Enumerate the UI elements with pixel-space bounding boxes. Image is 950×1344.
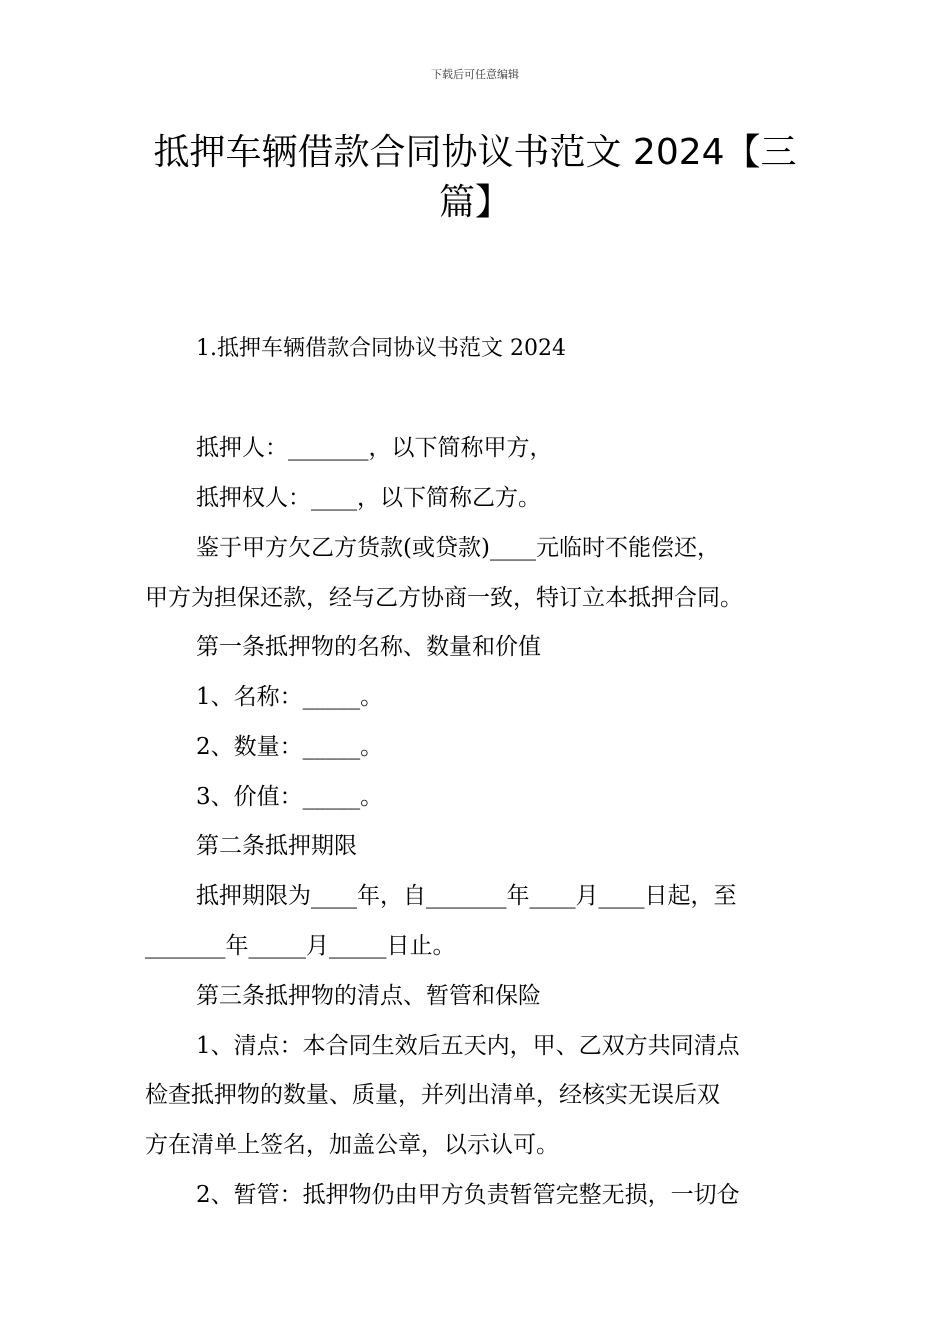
title-line-2: 篇】 (438, 182, 511, 223)
body-line-10: 抵押期限为____年，自_______年____月____日起，至 (196, 883, 737, 909)
body-line-7: 2、数量：_____。 (196, 734, 384, 760)
document-title (120, 128, 830, 228)
body-line-14: 检查抵押物的数量、质量，并列出清单，经核实无误后双 (145, 1082, 720, 1108)
section-heading: 1.抵押车辆借款合同协议书范文 2024 (196, 336, 566, 361)
body-line-6: 1、名称：_____。 (196, 684, 384, 710)
body-line-3: 鉴于甲方欠乙方货款(或贷款)____元临时不能偿还， (196, 535, 720, 561)
body-line-16: 2、暂管：抵押物仍由甲方负责暂管完整无损，一切仓 (196, 1182, 740, 1208)
body-line-12: 第三条抵押物的清点、暂管和保险 (196, 983, 541, 1009)
body-line-13: 1、清点：本合同生效后五天内，甲、乙双方共同清点 (196, 1033, 740, 1059)
body-line-4: 甲方为担保还款，经与乙方协商一致，特订立本抵押合同。 (145, 585, 743, 611)
body-line-2: 抵押权人：____，以下简称乙方。 (196, 485, 541, 511)
header-note: 下载后可任意编辑 (431, 68, 519, 81)
title-line-1: 抵押车辆借款合同协议书范文 2024【三 (153, 132, 797, 173)
body-line-15: 方在清单上签名，加盖公章，以示认可。 (145, 1132, 559, 1158)
body-line-5: 第一条抵押物的名称、数量和价值 (196, 634, 541, 660)
body-line-8: 3、价值：_____。 (196, 784, 384, 810)
body-line-11: _______年_____月_____日止。 (145, 933, 456, 959)
body-line-1: 抵押人：_______，以下简称甲方， (196, 435, 553, 461)
body-line-9: 第二条抵押期限 (196, 833, 357, 859)
